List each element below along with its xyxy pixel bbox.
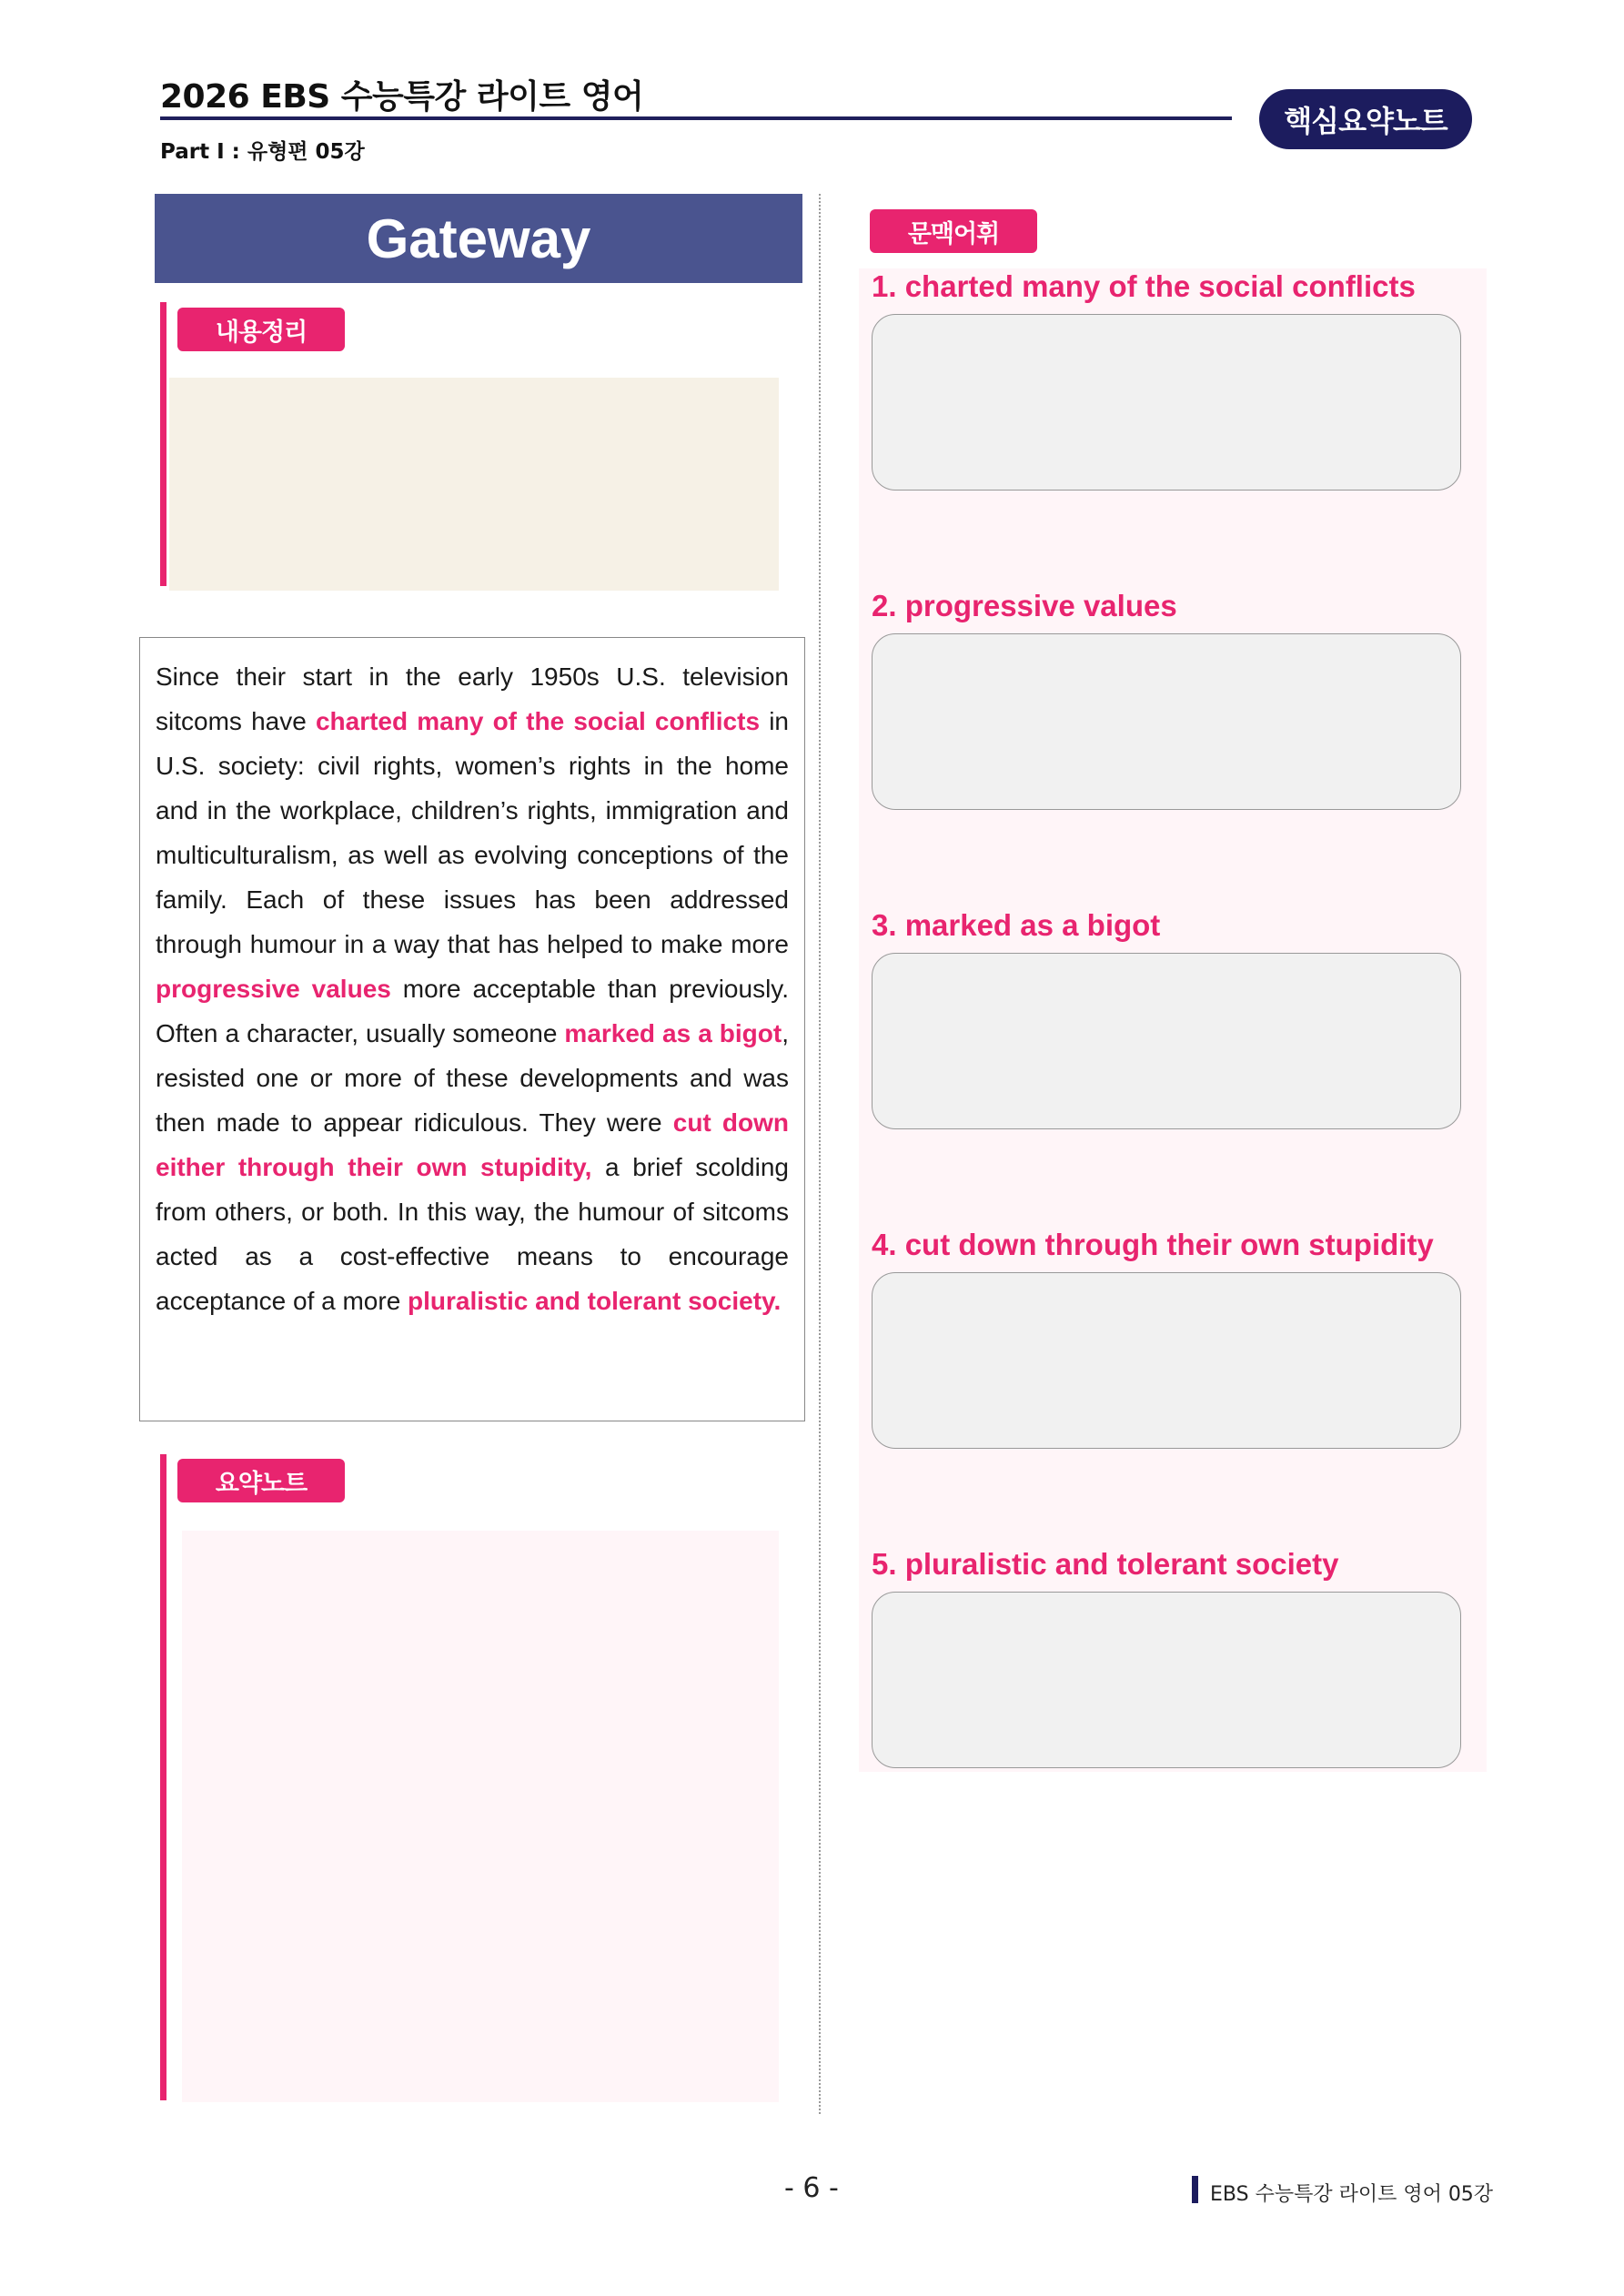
reading-passage [139, 637, 805, 1421]
summary-writing-area[interactable] [169, 378, 779, 591]
part-label: Part Ⅰ : 유형편 05강 [160, 140, 365, 164]
page-number: - 6 - [784, 2172, 839, 2204]
passage-segment: in U.S. society: civil rights, women’s rights in the home and in the workplace, children’s rights, immigration and multiculturalism, as well as evolving conceptions of the family. Each of these issues has been addressed through humour in a way that has helped to make more [156, 707, 789, 958]
passage-segment: a brief scolding from others, or both. In this way, the humour of sitcoms acted as a cost-effective means to encourage acceptance of a more [156, 1153, 789, 1315]
document-title: 2026 EBS 수능특강 라이트 영어 [160, 78, 644, 116]
header-rule [160, 116, 1232, 120]
highlighted-phrase: marked as a bigot [564, 1019, 782, 1047]
highlighted-phrase: charted many of the social conflicts [315, 707, 761, 735]
vocab-item-5-label: 5. pluralistic and tolerant society [872, 1547, 1339, 1581]
vocab-item-1-label: 1. charted many of the social conflicts [872, 269, 1416, 303]
summary-section-bar [160, 302, 166, 586]
passage-segment: Since their start in the early 1950s U.S. television sitcoms have [156, 663, 789, 735]
core-summary-badge: 핵심요약노트 [1259, 89, 1472, 149]
vocab-item-4-answer-box[interactable] [872, 1272, 1461, 1449]
highlighted-phrase: pluralistic and tolerant society. [408, 1287, 782, 1315]
summary-note-area[interactable] [182, 1531, 779, 2102]
vocab-item-1-answer-box[interactable] [872, 314, 1461, 491]
vocab-item-2-answer-box[interactable] [872, 633, 1461, 810]
vocab-item-4-label: 4. cut down through their own stupidity [872, 1228, 1434, 1261]
vocab-item-2-label: 2. progressive values [872, 589, 1177, 622]
footer-marker [1192, 2176, 1198, 2203]
column-divider [819, 194, 821, 2114]
passage-text [156, 654, 789, 1323]
vocab-item-3-answer-box[interactable] [872, 953, 1461, 1129]
vocab-item-5-answer-box[interactable] [872, 1592, 1461, 1768]
passage-segment: , resisted one or more of these developments and was then made to appear ridiculous. They were [156, 1019, 789, 1137]
context-vocab-tag: 문맥어휘 [870, 209, 1037, 253]
vocab-item-3-label: 3. marked as a bigot [872, 908, 1161, 942]
highlighted-phrase: progressive values [156, 975, 391, 1003]
passage-segment: more acceptable than previously. Often a character, usually someone [156, 975, 789, 1047]
footer-series-label: EBS 수능특강 라이트 영어 05강 [1210, 2183, 1494, 2206]
summary-note-tag: 요약노트 [177, 1459, 345, 1502]
gateway-banner: Gateway [155, 194, 802, 283]
note-section-bar [160, 1454, 166, 2100]
highlighted-phrase: cut down either through their own stupidity, [156, 1108, 790, 1181]
summary-tag: 내용정리 [177, 308, 345, 351]
